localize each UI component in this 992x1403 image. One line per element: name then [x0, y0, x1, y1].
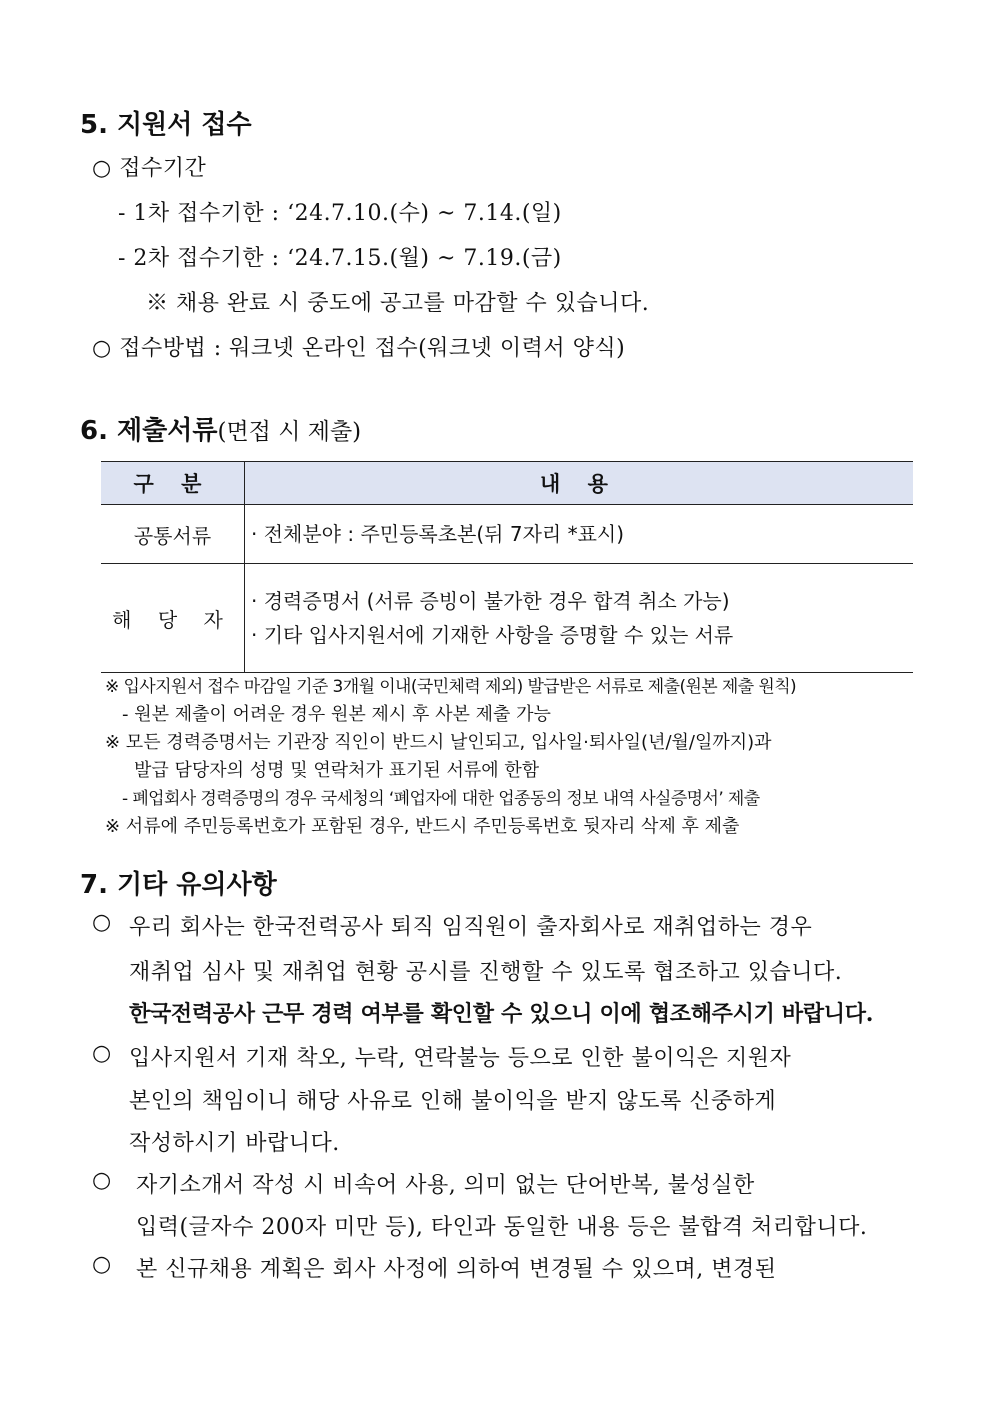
notice-line: 우리 회사는 한국전력공사 퇴직 임직원이 출자회사로 재취업하는 경우 — [129, 915, 813, 940]
notice-line: 입사지원서 기재 착오, 누락, 연락불능 등으로 인한 불이익은 지원자 — [129, 1046, 792, 1071]
round1-deadline: - 1차 접수기한 : ‘24.7.10.(수) ~ 7.14.(일) — [118, 201, 562, 226]
documents-table — [101, 461, 913, 673]
note-line: ※ 모든 경력증명서는 기관장 직인이 반드시 날인되고, 입사일·퇴사일(년/월/일까지)과 — [105, 732, 772, 753]
bullet-icon: ○ — [92, 910, 112, 935]
section-5-title: 5. 지원서 접수 — [80, 110, 252, 140]
early-close-note: ※ 채용 완료 시 중도에 공고를 마감할 수 있습니다. — [146, 291, 650, 316]
header-content: 내 용 — [245, 462, 914, 505]
bullet-icon: ○ — [92, 1041, 112, 1066]
method-line: ○ 접수방법 : 워크넷 온라인 접수(워크넷 이력서 양식) — [92, 336, 626, 361]
notice-line: 작성하시기 바랍니다. — [129, 1131, 340, 1156]
notice-line: 본 신규채용 계획은 회사 사정에 의하여 변경될 수 있으며, 변경된 — [136, 1257, 777, 1282]
row-category: 해 당 자 — [101, 564, 245, 673]
period-label: ○ 접수기간 — [92, 156, 207, 181]
table-header-row — [101, 462, 913, 505]
round2-deadline: - 2차 접수기한 : ‘24.7.15.(월) ~ 7.19.(금) — [118, 246, 562, 271]
header-category: 구 분 — [101, 462, 245, 505]
row-content — [245, 505, 914, 564]
bullet-icon: ○ — [92, 1252, 112, 1277]
note-line: - 원본 제출이 어려운 경우 원본 제시 후 사본 제출 가능 — [122, 704, 551, 725]
note-line: - 폐업회사 경력증명의 경우 국세청의 ‘폐업자에 대한 업종동의 정보 내역 사실증명서’ 제출 — [122, 789, 760, 809]
note-line: ※ 입사지원서 접수 마감일 기준 3개월 이내(국민체력 제외) 발급받은 서류로 제출(원본 제출 원칙) — [105, 677, 797, 697]
row-item: · 기타 입사지원서에 기재한 사항을 증명할 수 있는 서류 — [251, 623, 734, 647]
section-6-title-main: 6. 제출서류 — [80, 416, 218, 446]
notice-line-bold: 한국전력공사 근무 경력 여부를 확인할 수 있으니 이에 협조해주시기 바랍니다. — [129, 1001, 874, 1027]
notice-line: 자기소개서 작성 시 비속어 사용, 의미 없는 단어반복, 불성실한 — [136, 1173, 755, 1198]
row-category: 공통서류 — [101, 505, 245, 564]
note-line: ※ 서류에 주민등록번호가 포함된 경우, 반드시 주민등록번호 뒷자리 삭제 후 제출 — [105, 816, 740, 837]
row-content — [245, 564, 914, 673]
notice-line: 입력(글자수 200자 미만 등), 타인과 동일한 내용 등은 불합격 처리합니다. — [136, 1215, 868, 1240]
notice-line: 재취업 심사 및 재취업 현황 공시를 진행할 수 있도록 협조하고 있습니다. — [129, 960, 843, 985]
table-row — [101, 564, 913, 673]
table-row — [101, 505, 913, 564]
notice-line: 본인의 책임이니 해당 사유로 인해 불이익을 받지 않도록 신중하게 — [129, 1089, 777, 1114]
note-line: 발급 담당자의 성명 및 연락처가 표기된 서류에 한함 — [134, 760, 540, 781]
section-6-title — [80, 410, 361, 447]
section-7-title: 7. 기타 유의사항 — [80, 870, 277, 900]
row-item: · 전체분야 : 주민등록초본(뒤 7자리 *표시) — [251, 522, 625, 546]
section-6-subtitle: (면접 시 제출) — [217, 419, 362, 445]
row-item: · 경력증명서 (서류 증빙이 불가한 경우 합격 취소 가능) — [251, 589, 730, 613]
bullet-icon: ○ — [92, 1168, 112, 1193]
